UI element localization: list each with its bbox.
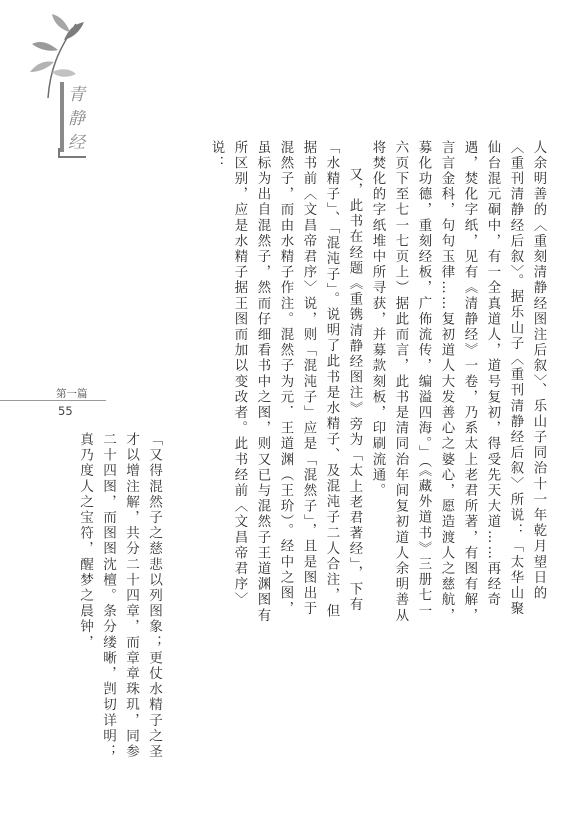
logo-char-1: 青 <box>68 85 85 105</box>
quote-text: 「又得混然子之慈悲以列图象；更仗水精子之圣才以增注解，共分二十四章，而章章珠玑，同参二十四图，而图图沈檀。条分缕晰，剀切详明；真乃度人之宝符，醒梦之晨钟， <box>77 432 162 760</box>
page-rule <box>0 400 106 401</box>
leaf-branch-icon <box>18 10 98 100</box>
logo-bar <box>60 82 64 152</box>
logo-char-2: 静 <box>68 109 85 129</box>
body-paragraph-1: 人余明善的〈重刻清静经图注后叙〉、乐山子同治十一年乾月望日的〈重刊清静经后叙〉。据乐山子〈重刊清静经后叙〉所说：「太华山聚仙台混元硐中，有一全真道人，道号复初，得受先天大道……再经奇遇，焚化字纸，见有《清静经》一卷，乃系太上老君所著，有图有解，言言金科，句句玉律……复初道人大发善心之婆心，愿造渡人之慈航，募化功德，重刻经板，广佈流传，编溢四海。」（《藏外道书》三册七一六页下至七一七页上）据此而言，此书是清同治年间复初道人余明善从将焚化的字纸堆中所寻获，并募款刻板，印刷流通。 <box>370 140 546 624</box>
quoted-passage <box>77 432 165 762</box>
logo-char-3: 经 <box>68 133 85 153</box>
page-number: 55 <box>58 404 73 418</box>
book-logo <box>18 10 98 153</box>
body-text <box>170 140 550 630</box>
body-paragraph-2: 又，此书在经题《重镌清静经图注》旁为「太上老君著经」，下有「水精子」、「混沌子」。说明了此书是水精子、及混沌子二人合注，但据书前〈文昌帝君序〉说，则「混沌子」应是「混然子」，且是图出于混然子，而由水精子作注。混然子为元．王道渊（王玠）。经中之图，虽标为出自混然子，然而仔细看书中之图，则又已与混然子王道渊图有所区别，应是水精子据王图而加以变改者。此书经前〈文昌帝君序〉说： <box>209 140 362 624</box>
chapter-label: 第一篇 <box>56 388 88 400</box>
